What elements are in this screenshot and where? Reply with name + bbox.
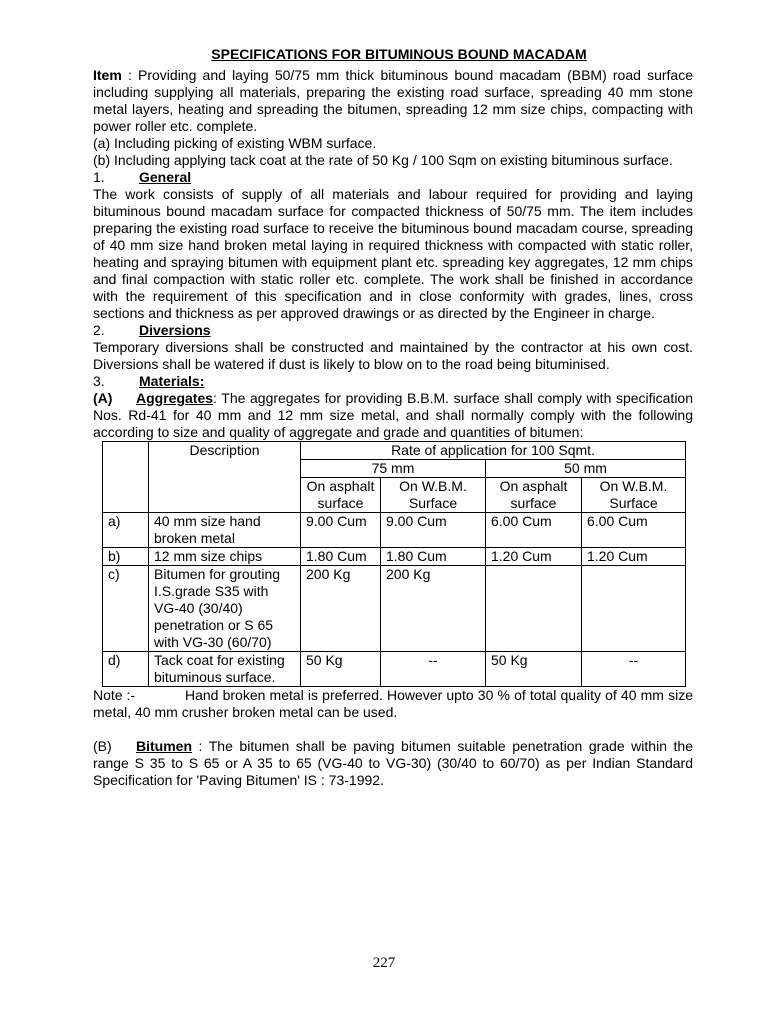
aggregates-heading: Aggregates [136, 390, 214, 406]
item-text: : Providing and laying 50/75 mm thick bituminous bound macadam (BBM) road surface including supplying all materials, preparing the existing road surface, spreading 40 mm stone metal layers, heating and spreading the bitumen, spreading 12 mm size chips, compacting with power roller etc. complete. [93, 67, 693, 134]
page-number: 227 [372, 955, 396, 971]
diversions-heading: Diversions [139, 322, 211, 338]
table-cell: 1.20 Cum [582, 548, 686, 566]
materials-number: 3. [93, 373, 105, 389]
bitumen-text: : The bitumen shall be paving bitumen suitable penetration grade within the range S 35 to S 65 or A 35 to 65 (VG-40 to VG-30) (30/40 to 60/70) as per Indian Standard Specification for 'Paving Bitumen' IS : 73-1992. [93, 738, 693, 788]
table-cell: -- [582, 652, 686, 687]
table-cell: 6.00 Cum [582, 513, 686, 548]
table-cell: 1.80 Cum [381, 548, 486, 566]
aggregates-paragraph [93, 390, 693, 441]
table-cell [582, 566, 686, 652]
materials-heading-row [93, 373, 693, 390]
table-subheader: On asphalt surface [301, 478, 381, 513]
table-row-label: b) [103, 548, 149, 566]
materials-heading: Materials: [139, 373, 205, 389]
table-row-description: 12 mm size chips [149, 548, 301, 566]
table-subheader: On W.B.M. Surface [381, 478, 486, 513]
table-cell: 9.00 Cum [381, 513, 486, 548]
note-label: Note :- [93, 687, 136, 703]
general-number: 1. [93, 169, 105, 185]
note-paragraph [93, 687, 693, 721]
diversions-heading-row [93, 322, 693, 339]
table-cell: 50 Kg [486, 652, 582, 687]
table-cell: 50 Kg [301, 652, 381, 687]
diversions-number: 2. [93, 322, 105, 338]
table-cell [486, 566, 582, 652]
item-line-b: (b) Including applying tack coat at the rate of 50 Kg / 100 Sqm on existing bituminous surface. [93, 152, 673, 168]
table-description-header: Description [149, 442, 301, 513]
bitumen-heading: Bitumen [136, 738, 192, 754]
table-cell: 200 Kg [301, 566, 381, 652]
table-cell: 1.20 Cum [486, 548, 582, 566]
table-row-description: 40 mm size hand broken metal [149, 513, 301, 548]
table-group-50mm: 50 mm [486, 460, 686, 478]
item-paragraph [93, 67, 693, 135]
table-row-description: Bitumen for grouting I.S.grade S35 with VG-40 (30/40) penetration or S 65 with VG-30 (60/70) [149, 566, 301, 652]
general-heading-row [93, 169, 693, 186]
table-subheader: On W.B.M. Surface [582, 478, 686, 513]
table-row [103, 652, 686, 687]
item-label: Item [93, 67, 122, 83]
application-rate-table [102, 441, 686, 687]
table-cell: 200 Kg [381, 566, 486, 652]
bitumen-paragraph [93, 738, 693, 789]
table-row [103, 513, 686, 548]
aggregates-label: (A) [93, 390, 113, 406]
aggregates-text: : The aggregates for providing B.B.M. surface shall comply with specification Nos. Rd-41 for 40 mm and 12 mm size metal, and shall normally comply with the following according to size and quality of aggregate and grade and quantities of bitumen: [93, 390, 693, 440]
table-row-label: c) [103, 566, 149, 652]
general-heading: General [139, 169, 192, 185]
table-header-row-1 [103, 442, 686, 460]
table-cell: -- [381, 652, 486, 687]
note-text: Hand broken metal is preferred. However upto 30 % of total quality of 40 mm size metal, 40 mm crusher broken metal can be used. [93, 687, 693, 720]
bitumen-label: (B) [93, 738, 112, 754]
table-header-blank [103, 442, 149, 513]
general-text: The work consists of supply of all materials and labour required for providing and laying bituminous bound macadam surface for compacted thickness of 50/75 mm. The item includes preparing the existing road surface to receive the bituminous bound macadam course, spreading of 40 mm size hand broken metal laying in required thickness with compacted with static roller, heating and spraying bitumen with equipment plant etc. spreading key aggregates, 12 mm chips and final compaction with static roller etc. complete. The work shall be finished in accordance with the requirement of this specification and in close conformity with grades, lines, cross sections and thickness as per approved drawings or as directed by the Engineer in charge. [93, 186, 693, 321]
table-row-label: a) [103, 513, 149, 548]
table-cell: 1.80 Cum [301, 548, 381, 566]
diversions-text: Temporary diversions shall be constructed and maintained by the contractor at his own cost. Diversions shall be watered if dust is likely to blow on to the road being bituminised. [93, 339, 693, 372]
table-rate-header: Rate of application for 100 Sqmt. [301, 442, 686, 460]
table-group-75mm: 75 mm [301, 460, 486, 478]
document-page [93, 46, 693, 789]
table-row [103, 548, 686, 566]
table-cell: 6.00 Cum [486, 513, 582, 548]
table-row-label: d) [103, 652, 149, 687]
page-title: SPECIFICATIONS FOR BITUMINOUS BOUND MACADAM [211, 46, 587, 62]
table-row-description: Tack coat for existing bituminous surface. [149, 652, 301, 687]
table-cell: 9.00 Cum [301, 513, 381, 548]
item-line-a: (a) Including picking of existing WBM surface. [93, 135, 377, 151]
table-row [103, 566, 686, 652]
table-subheader: On asphalt surface [486, 478, 582, 513]
